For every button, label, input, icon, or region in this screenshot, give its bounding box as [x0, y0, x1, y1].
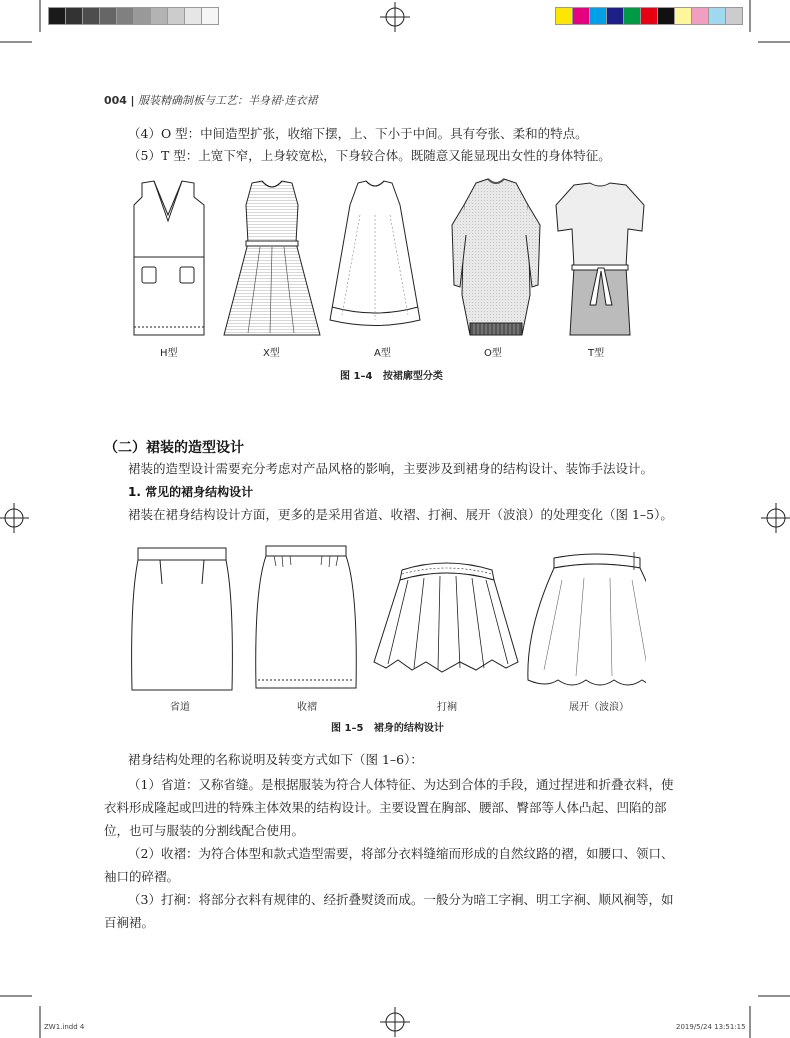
figure-1-5-number: 图 1–5 [331, 723, 364, 734]
book-title: 服装精确制板与工艺：半身裙·连衣裙 [138, 94, 318, 107]
registration-mark-bottom [380, 1007, 410, 1037]
label-gathers: 收褶 [297, 702, 317, 713]
registration-mark-left [0, 503, 29, 533]
label-dart: 省道 [170, 702, 190, 713]
figure-1-4-caption [340, 367, 443, 382]
registration-mark-top [380, 2, 410, 32]
o-type-dress [452, 179, 540, 335]
explanation-1-line-3: 位，也可与服装的分割线配合使用。 [104, 823, 305, 838]
explanation-3-line-1: （3）打裥：将部分衣料有规律的、经折叠熨烫而成。一般分为暗工字裥、明工字裥、顺风裥等，如 [128, 892, 674, 907]
intro-item-o-type: （4）O 型：中间造型扩张，收缩下摆，上、下小于中间。具有夸张、柔和的特点。 [128, 126, 588, 141]
figure-1-4-title: 按裙廓型分类 [382, 371, 443, 382]
header-separator: | [130, 94, 135, 107]
footer-file: ZW1.indd 4 [44, 1023, 85, 1031]
h-type-dress [134, 181, 204, 335]
subsection-heading: 1. 常见的裙身结构设计 [128, 485, 254, 499]
subsection-intro: 裙装在裙身结构设计方面，更多的是采用省道、收褶、打裥、展开（波浪）的处理变化（图 1–5）。 [128, 507, 673, 522]
dart-skirt [132, 548, 233, 690]
figure-1-5-caption [331, 719, 444, 734]
explanation-2-line-1: （2）收褶：为符合体型和款式造型需要，将部分衣料缝缩而形成的自然纹路的褶，如腰口、领口、 [128, 846, 674, 861]
label-flare: 展开（波浪） [569, 702, 629, 713]
explanation-1-line-2: 衣料形成隆起或凹进的特殊主体效果的结构设计。主要设置在胸部、腰部、臀部等人体凸起、凹陷的部 [104, 800, 667, 815]
a-type-dress [330, 181, 420, 326]
figure-1-4-number: 图 1–4 [340, 371, 373, 382]
figure-1-5-title: 裙身的结构设计 [373, 723, 444, 734]
label-pleats: 打裥 [437, 702, 457, 713]
registration-mark-right [761, 503, 790, 533]
figure-1-5-skirts [126, 540, 646, 695]
gathered-skirt [256, 546, 357, 688]
explanation-3-line-2: 百裥裙。 [104, 915, 155, 930]
label-h-type: H型 [160, 348, 178, 359]
flared-skirt [528, 552, 646, 685]
footer-timestamp: 2019/5/24 13:51:15 [676, 1023, 746, 1031]
label-x-type: X型 [263, 348, 280, 359]
label-a-type: A型 [374, 348, 391, 359]
explanation-1-line-1: （1）省道：又称省缝。是根据服装为符合人体特征、为达到合体的手段，通过捏进和折叠衣料，使 [128, 777, 674, 792]
x-type-dress [224, 181, 320, 335]
explanation-2-line-2: 袖口的碎褶。 [104, 869, 180, 884]
intro-item-t-type: （5）T 型：上宽下窄，上身较宽松，下身较合体。既随意又能显现出女性的身体特征。 [128, 148, 611, 163]
running-header [104, 92, 318, 108]
pleated-skirt [374, 563, 518, 672]
label-o-type: O型 [484, 348, 502, 359]
page-number: 004 [104, 94, 127, 107]
t-type-dress [556, 183, 644, 335]
section-intro: 裙装的造型设计需要充分考虑对产品风格的影响，主要涉及到裙身的结构设计、装饰手法设计。 [128, 461, 654, 476]
figure-1-4-silhouettes [120, 175, 670, 345]
explanations-lead: 裙身结构处理的名称说明及转变方式如下（图 1–6）： [128, 752, 423, 767]
label-t-type: T型 [588, 348, 605, 359]
section-heading: （二）裙装的造型设计 [104, 440, 244, 456]
